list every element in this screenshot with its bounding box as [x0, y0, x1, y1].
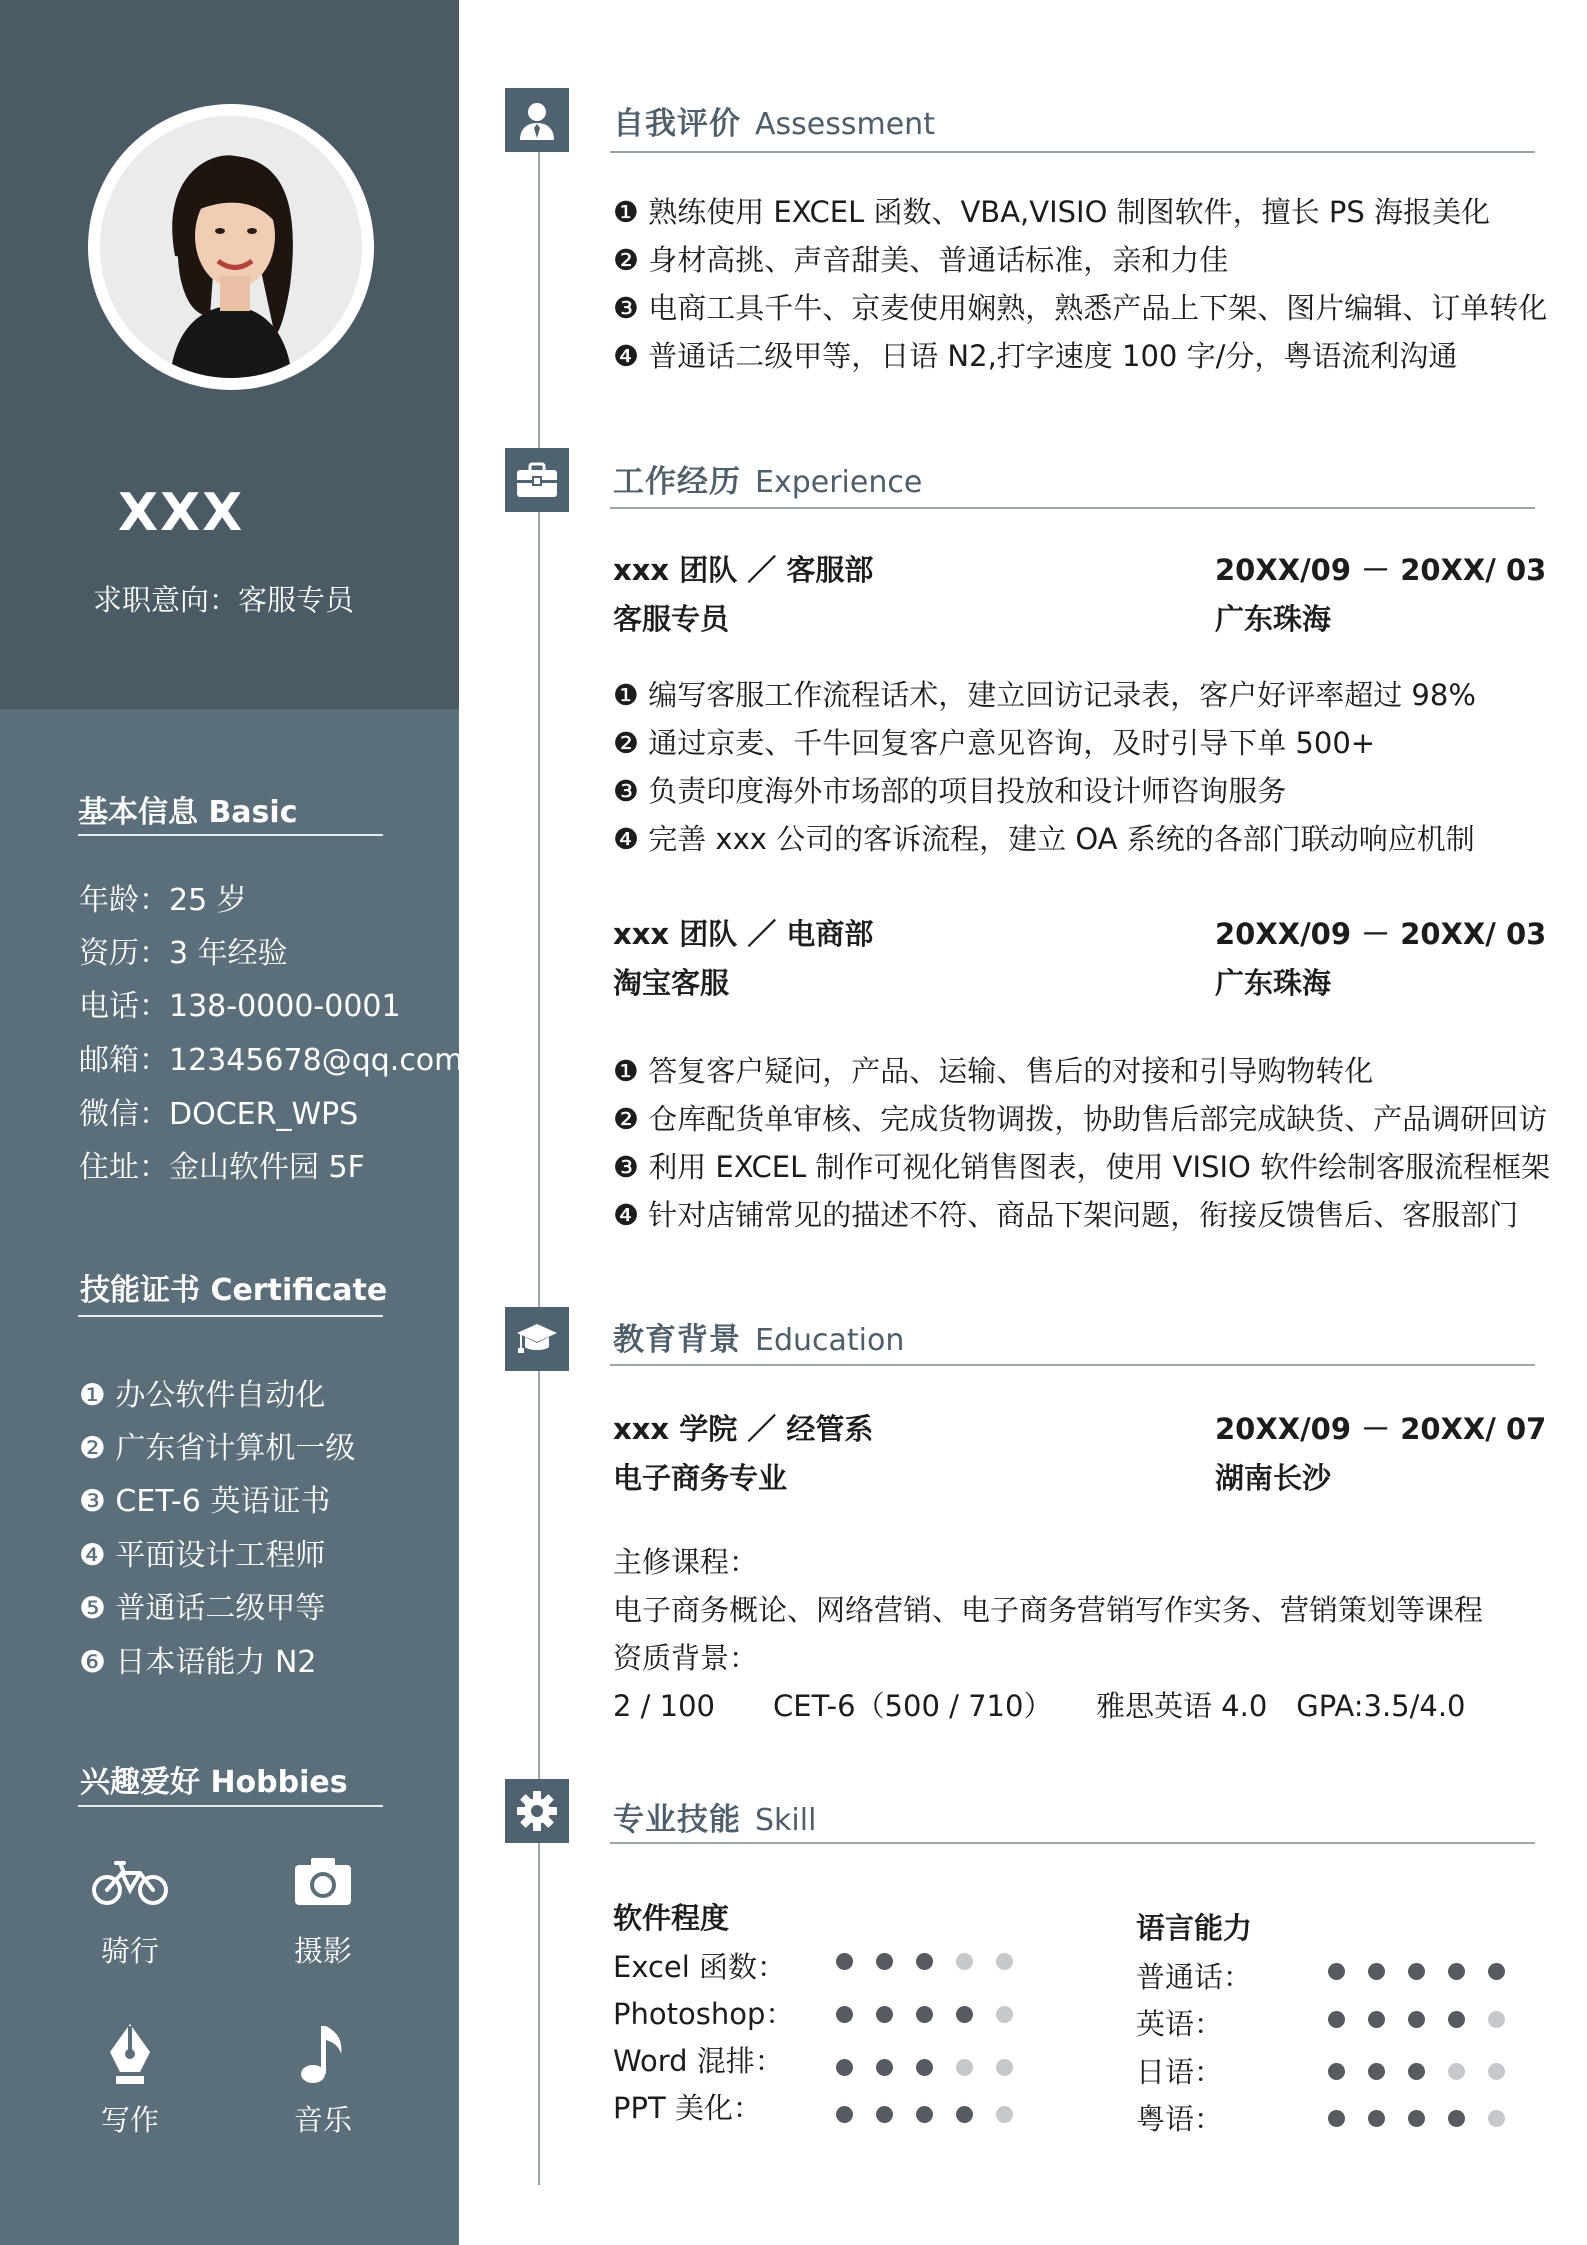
skill-title	[613, 1794, 816, 1839]
job-role: 淘宝客服	[613, 966, 730, 1000]
section-icon	[505, 448, 569, 512]
language-label: 粤语：	[1136, 2102, 1224, 2136]
rating-dot-filled	[836, 2059, 853, 2076]
courses: 电子商务概论、网络营销、电子商务营销写作实务、营销策划等课程	[613, 1593, 1484, 1627]
skill-rating	[836, 2059, 1036, 2080]
rating-dot-filled	[1368, 2063, 1385, 2080]
rating-dot-filled	[1328, 2063, 1345, 2080]
hobby-writing	[70, 2022, 190, 2139]
job-duty: ❸ 利用 EXCEL 制作可视化销售图表，使用 VISIO 软件绘制客服流程框架	[613, 1150, 1551, 1184]
rating-dot-filled	[836, 2106, 853, 2123]
job-org: xxx 团队 ／ 客服部	[613, 553, 874, 587]
rating-dot-filled	[876, 2059, 893, 2076]
assessment-item: ❸ 电商工具千牛、京麦使用娴熟，熟悉产品上下架、图片编辑、订单转化	[613, 291, 1548, 325]
job-duty: ❷ 仓库配货单审核、完成货物调拨，协助售后部完成缺货、产品调研回访	[613, 1102, 1548, 1136]
pen-nib-icon	[104, 2022, 156, 2086]
job-org: xxx 团队 ／ 电商部	[613, 917, 874, 951]
rating-dot-empty	[1488, 2110, 1505, 2127]
certificate-item: ❻ 日本语能力 N2	[79, 1645, 317, 1680]
job-period: 20XX/09 － 20XX/ 03	[1215, 917, 1547, 951]
job-role: 客服专员	[613, 602, 730, 636]
info-phone: 电话：138-0000-0001	[79, 989, 401, 1024]
rating-dot-filled	[1488, 1963, 1505, 1980]
software-label: PPT 美化：	[613, 2091, 762, 2125]
rating-dot-filled	[1448, 2110, 1465, 2127]
rating-dot-empty	[1488, 2011, 1505, 2028]
briefcase-icon	[516, 462, 558, 498]
job-period: 20XX/09 － 20XX/ 03	[1215, 553, 1547, 587]
rating-dot-filled	[916, 1953, 933, 1970]
hobbies-heading: 兴趣爱好 Hobbies	[80, 1765, 348, 1800]
language-label: 普通话：	[1136, 1960, 1253, 1994]
rating-dot-filled	[956, 2006, 973, 2023]
profile-header	[0, 0, 459, 709]
rating-dot-empty	[1448, 2063, 1465, 2080]
info-experience: 资历：3 年经验	[79, 936, 288, 971]
skill-rating	[836, 2106, 1036, 2127]
rating-dot-filled	[1448, 2011, 1465, 2028]
job-duty: ❷ 通过京麦、千牛回复客户意见咨询，及时引导下单 500+	[613, 726, 1376, 760]
info-age: 年龄：25 岁	[79, 883, 247, 918]
divider	[78, 1315, 383, 1317]
rating-dot-filled	[1408, 2011, 1425, 2028]
language-rating	[1328, 2063, 1528, 2084]
camera-icon	[293, 1855, 353, 1907]
certificate-item: ❶ 办公软件自动化	[79, 1378, 326, 1413]
rating-dot-filled	[1368, 2011, 1385, 2028]
rating-dot-filled	[876, 2006, 893, 2023]
section-title-en: Skill	[755, 1803, 817, 1838]
rating-dot-filled	[1328, 2011, 1345, 2028]
job-intent: 求职意向：客服专员	[93, 583, 355, 617]
language-heading: 语言能力	[1136, 1911, 1253, 1945]
rating-dot-filled	[836, 1953, 853, 1970]
section-title-zh: 专业技能	[613, 1802, 741, 1838]
background: 2 / 100 CET-6（500 / 710） 雅思英语 4.0 GPA:3.5/4.0	[613, 1689, 1466, 1723]
rating-dot-empty	[1488, 2063, 1505, 2080]
section-icon	[505, 1307, 569, 1371]
job-duty: ❶ 答复客户疑问，产品、运输、售后的对接和引导购物转化	[613, 1054, 1374, 1088]
info-wechat: 微信：DOCER_WPS	[79, 1097, 359, 1132]
rating-dot-filled	[916, 2106, 933, 2123]
certificate-heading: 技能证书 Certificate	[80, 1273, 388, 1308]
rating-dot-filled	[1368, 1963, 1385, 1980]
assessment-title	[613, 98, 935, 143]
software-heading: 软件程度	[613, 1901, 730, 1935]
hobby-label: 摄影	[293, 1934, 352, 1968]
rating-dot-filled	[1408, 2110, 1425, 2127]
rating-dot-filled	[1448, 1963, 1465, 1980]
job-location: 广东珠海	[1215, 602, 1332, 636]
major: 电子商务专业	[613, 1461, 788, 1495]
job-location: 广东珠海	[1215, 966, 1332, 1000]
job-duty: ❸ 负责印度海外市场部的项目投放和设计师咨询服务	[613, 774, 1287, 808]
rating-dot-empty	[956, 2059, 973, 2076]
hobby-music	[263, 2022, 383, 2139]
certificate-item: ❺ 普通话二级甲等	[79, 1591, 326, 1626]
skill-rating	[836, 2006, 1036, 2027]
courses-label: 主修课程：	[613, 1545, 759, 1579]
education-period: 20XX/09 － 20XX/ 07	[1215, 1412, 1547, 1446]
certificate-item: ❹ 平面设计工程师	[79, 1538, 326, 1573]
software-label: Excel 函数：	[613, 1950, 787, 1984]
rating-dot-filled	[876, 2106, 893, 2123]
assessment-item: ❶ 熟练使用 EXCEL 函数、VBA,VISIO 制图软件，擅长 PS 海报美化	[613, 195, 1490, 229]
background-label: 资质背景：	[613, 1641, 759, 1675]
job-duty: ❹ 针对店铺常见的描述不符、商品下架问题，衔接反馈售后、客服部门	[613, 1198, 1519, 1232]
basic-info-heading: 基本信息 Basic	[78, 795, 298, 830]
info-address: 住址：金山软件园 5F	[79, 1150, 365, 1185]
gear-icon	[515, 1789, 559, 1833]
rating-dot-filled	[1328, 1963, 1345, 1980]
section-icon	[505, 1779, 569, 1843]
assessment-item: ❹ 普通话二级甲等，日语 N2,打字速度 100 字/分，粤语流利沟通	[613, 339, 1458, 373]
section-title-zh: 自我评价	[613, 106, 741, 142]
language-label: 日语：	[1136, 2055, 1224, 2089]
rating-dot-empty	[956, 1953, 973, 1970]
rating-dot-filled	[916, 2059, 933, 2076]
rating-dot-filled	[1408, 1963, 1425, 1980]
bicycle-icon	[90, 1855, 170, 1907]
section-title-en: Assessment	[755, 107, 935, 142]
divider	[78, 1805, 383, 1807]
certificate-item: ❸ CET-6 英语证书	[79, 1484, 331, 1519]
graduation-cap-icon	[515, 1321, 559, 1357]
language-rating	[1328, 2110, 1528, 2131]
rating-dot-filled	[956, 2106, 973, 2123]
sidebar	[0, 0, 464, 2245]
rating-dot-empty	[996, 1953, 1013, 1970]
language-rating	[1328, 1963, 1528, 1984]
skill-rating	[836, 1953, 1036, 1974]
rating-dot-empty	[996, 2059, 1013, 2076]
section-title-en: Experience	[755, 465, 923, 500]
hobby-label: 骑行	[100, 1934, 159, 1968]
hobby-label: 写作	[100, 2103, 159, 2137]
language-rating	[1328, 2011, 1528, 2032]
info-email: 邮箱：12345678@qq.com	[79, 1043, 464, 1078]
section-divider	[610, 1364, 1535, 1366]
rating-dot-filled	[1368, 2110, 1385, 2127]
language-label: 英语：	[1136, 2007, 1224, 2041]
section-divider	[610, 151, 1535, 153]
avatar	[100, 116, 362, 378]
experience-title	[613, 456, 922, 501]
rating-dot-empty	[996, 2006, 1013, 2023]
avatar-frame	[88, 104, 374, 390]
section-divider	[610, 1842, 1535, 1844]
divider	[78, 834, 383, 836]
rating-dot-filled	[836, 2006, 853, 2023]
school: xxx 学院 ／ 经管系	[613, 1412, 874, 1446]
candidate-name: XXX	[118, 483, 245, 543]
section-divider	[610, 507, 1535, 509]
rating-dot-empty	[996, 2106, 1013, 2123]
section-icon	[505, 88, 569, 152]
software-label: Photoshop：	[613, 1997, 795, 2031]
job-duty: ❶ 编写客服工作流程话术，建立回访记录表，客户好评率超过 98%	[613, 678, 1476, 712]
user-icon	[517, 100, 557, 140]
education-location: 湖南长沙	[1215, 1461, 1332, 1495]
education-title	[613, 1314, 904, 1359]
rating-dot-filled	[1328, 2110, 1345, 2127]
rating-dot-filled	[916, 2006, 933, 2023]
hobby-photography	[263, 1855, 383, 1970]
job-duty: ❹ 完善 xxx 公司的客诉流程，建立 OA 系统的各部门联动响应机制	[613, 822, 1475, 856]
software-label: Word 混排：	[613, 2044, 784, 2078]
rating-dot-filled	[876, 1953, 893, 1970]
section-title-zh: 教育背景	[613, 1322, 741, 1358]
hobby-cycling	[70, 1855, 190, 1970]
music-note-icon	[297, 2022, 349, 2086]
certificate-item: ❷ 广东省计算机一级	[79, 1431, 356, 1466]
hobby-label: 音乐	[293, 2103, 352, 2137]
rating-dot-filled	[1408, 2063, 1425, 2080]
section-title-zh: 工作经历	[613, 464, 741, 500]
assessment-item: ❷ 身材高挑、声音甜美、普通话标准，亲和力佳	[613, 243, 1229, 277]
section-title-en: Education	[755, 1323, 905, 1358]
